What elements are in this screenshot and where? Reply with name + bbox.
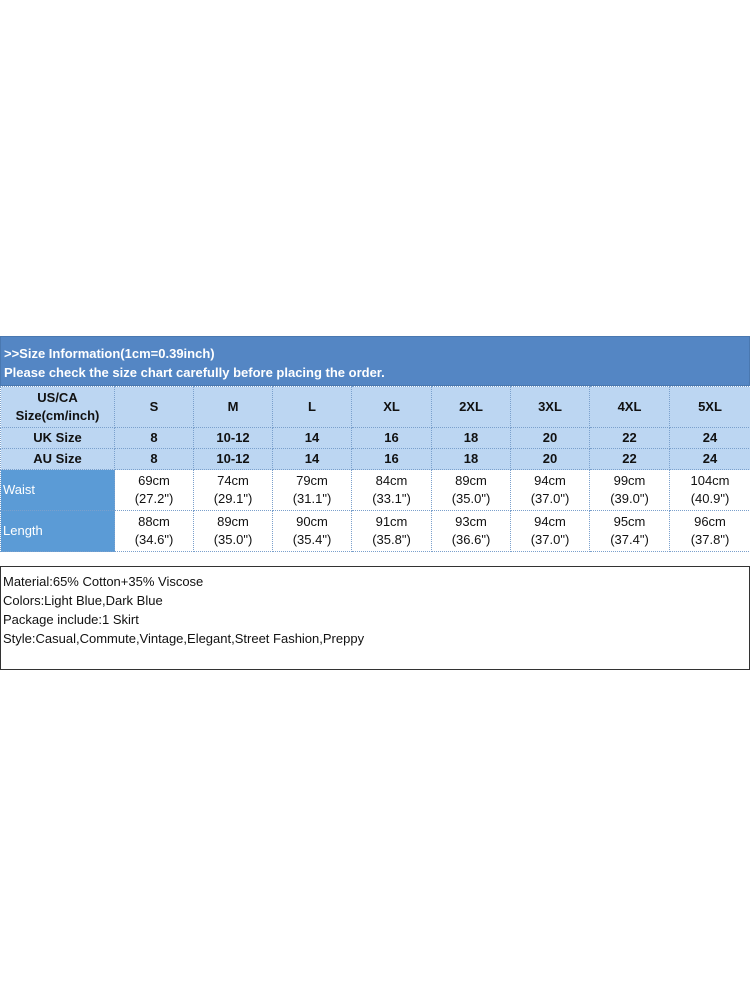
product-info-box [0,566,750,670]
waist-cell: 69cm (27.2") [115,470,194,511]
uk-cell: 22 [590,428,670,449]
au-cell: 10-12 [194,449,273,470]
size-cell: XL [352,387,432,428]
au-cell: 22 [590,449,670,470]
us-size-row [1,387,750,428]
length-row [1,511,750,552]
length-cell: 93cm (36.6") [432,511,511,552]
size-cell: 5XL [670,387,750,428]
waist-cell: 94cm (37.0") [511,470,590,511]
waist-label: Waist [1,470,115,511]
size-cell: S [115,387,194,428]
uk-cell: 8 [115,428,194,449]
waist-cell: 74cm (29.1") [194,470,273,511]
waist-cell: 89cm (35.0") [432,470,511,511]
length-cell: 90cm (35.4") [273,511,352,552]
uk-cell: 18 [432,428,511,449]
size-chart [0,336,750,552]
au-cell: 16 [352,449,432,470]
uk-cell: 16 [352,428,432,449]
waist-cell: 79cm (31.1") [273,470,352,511]
length-cell: 94cm (37.0") [511,511,590,552]
length-cell: 89cm (35.0") [194,511,273,552]
au-size-row [1,449,750,470]
size-cell: 2XL [432,387,511,428]
length-cell: 91cm (35.8") [352,511,432,552]
au-size-label: AU Size [1,449,115,470]
banner-notice: Please check the size chart carefully before placing the order. [4,365,385,380]
length-cell: 96cm (37.8") [670,511,750,552]
au-cell: 18 [432,449,511,470]
banner-title: >>Size Information(1cm=0.39inch) [4,346,215,361]
uk-size-row [1,428,750,449]
size-cell: 3XL [511,387,590,428]
package-text: Package include:1 Skirt [3,612,139,627]
au-cell: 8 [115,449,194,470]
length-label: Length [1,511,115,552]
waist-row [1,470,750,511]
uk-cell: 24 [670,428,750,449]
waist-cell: 99cm (39.0") [590,470,670,511]
uk-cell: 10-12 [194,428,273,449]
size-cell: 4XL [590,387,670,428]
size-info-banner [0,336,750,386]
waist-cell: 84cm (33.1") [352,470,432,511]
length-cell: 95cm (37.4") [590,511,670,552]
length-cell: 88cm (34.6") [115,511,194,552]
size-cell: M [194,387,273,428]
material-text: Material:65% Cotton+35% Viscose [3,574,204,589]
au-cell: 20 [511,449,590,470]
colors-text: Colors:Light Blue,Dark Blue [3,593,163,608]
us-size-label: US/CA Size(cm/inch) [1,387,115,428]
size-cell: L [273,387,352,428]
uk-cell: 20 [511,428,590,449]
waist-cell: 104cm (40.9") [670,470,750,511]
size-table [0,386,750,552]
style-text: Style:Casual,Commute,Vintage,Elegant,Street Fashion,Preppy [3,631,365,646]
uk-size-label: UK Size [1,428,115,449]
uk-cell: 14 [273,428,352,449]
au-cell: 14 [273,449,352,470]
au-cell: 24 [670,449,750,470]
